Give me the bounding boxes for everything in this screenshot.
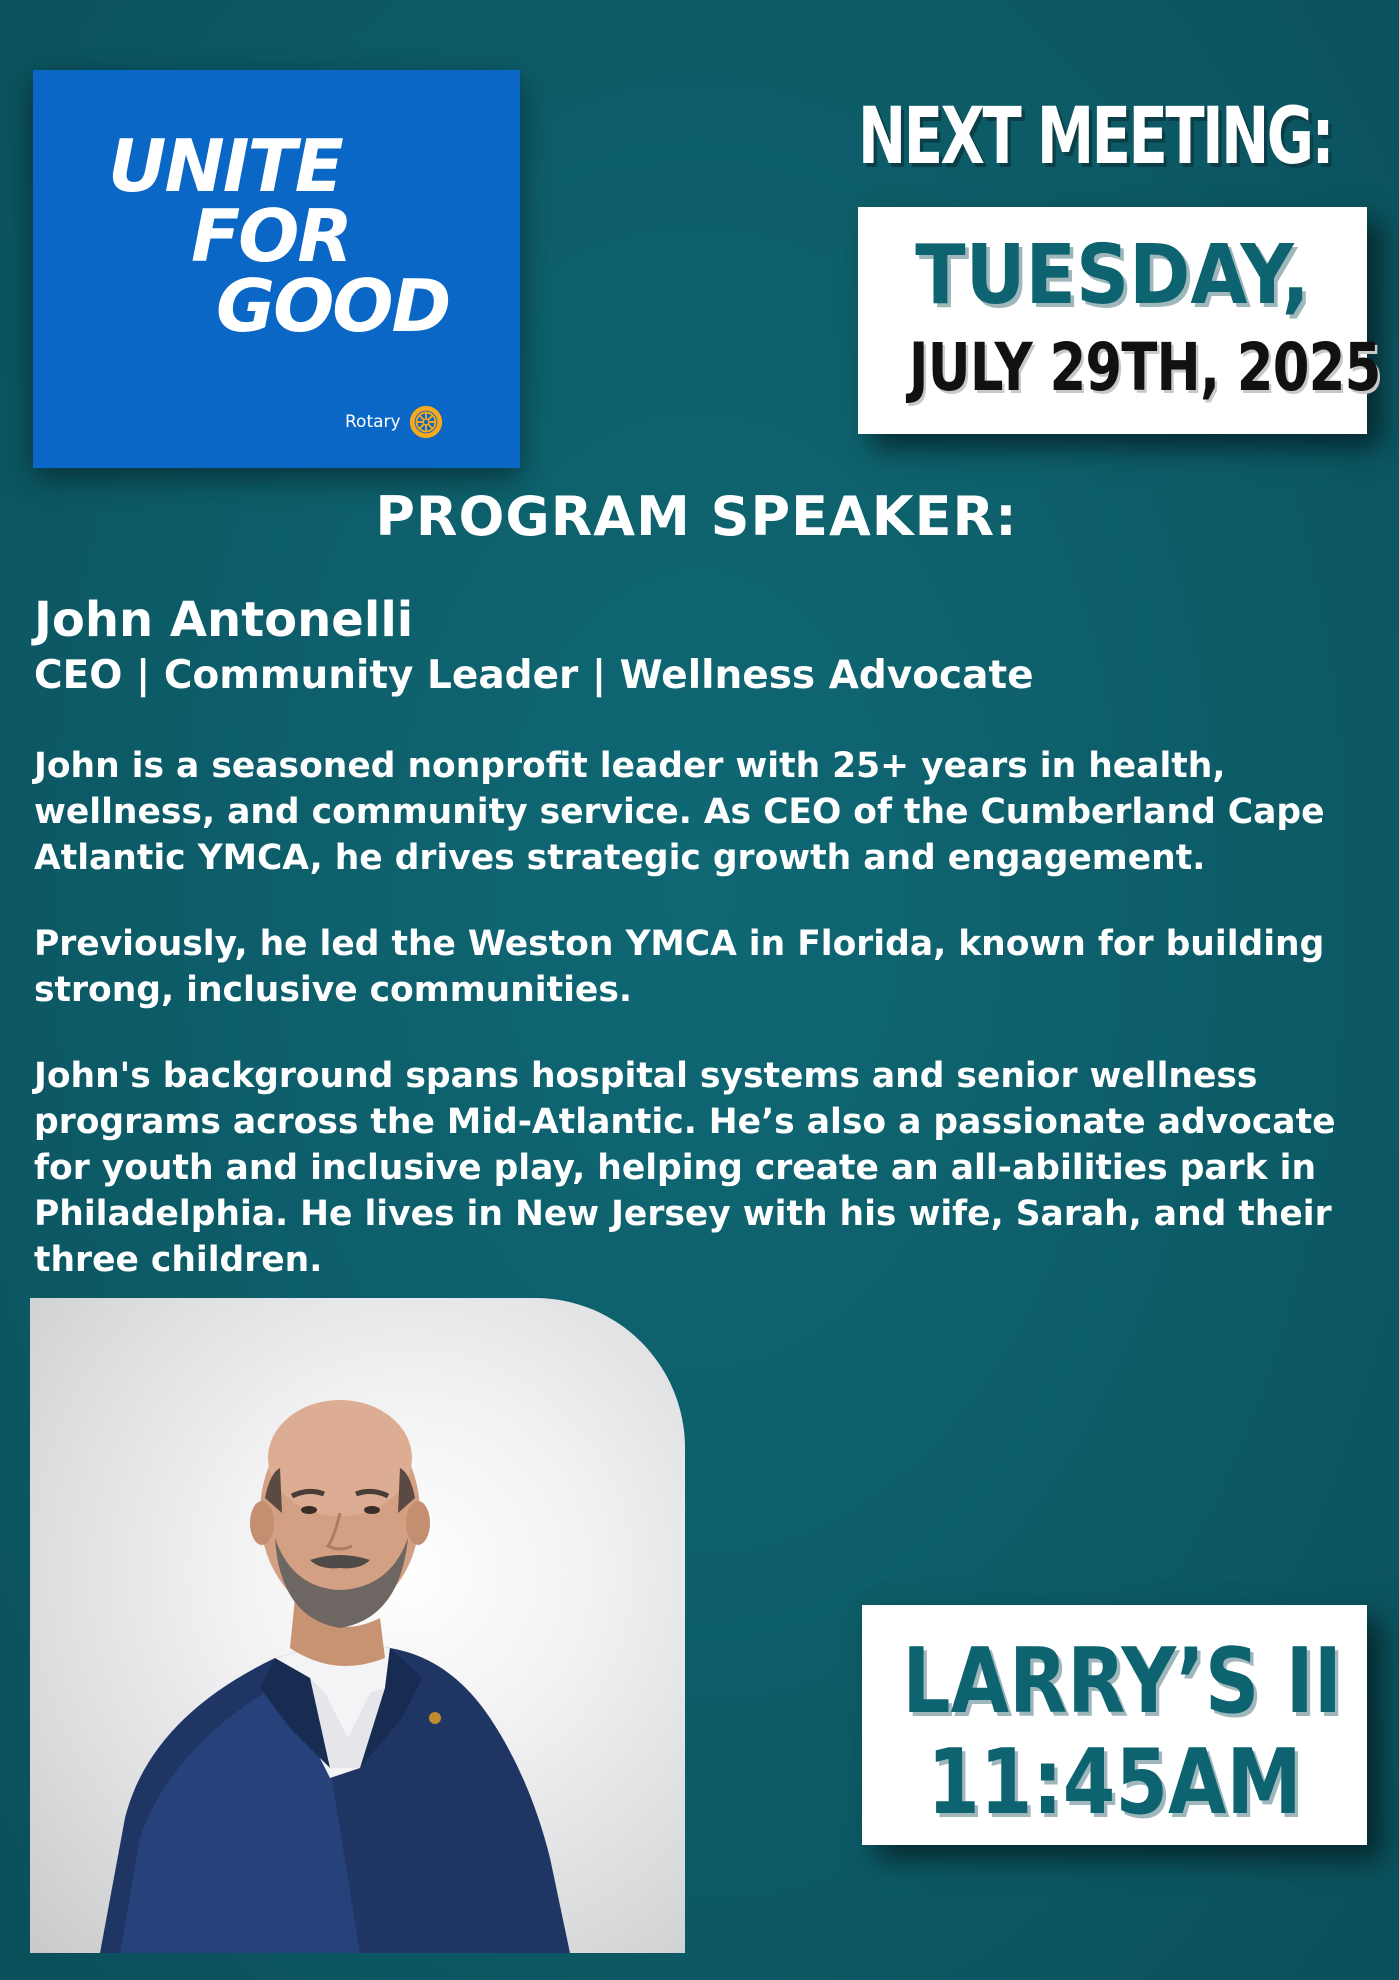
rotary-wheel-icon [407, 403, 445, 441]
meeting-date-box [858, 207, 1381, 434]
speaker-bio-paragraph-2: Previously, he led the Weston YMCA in Florida, known for building strong, inclusive communities. [34, 924, 1325, 1010]
meeting-venue: LARRY’S II [902, 1629, 1342, 1734]
logo-line-3: GOOD [216, 264, 450, 348]
rotary-brand [345, 403, 445, 441]
unite-for-good-logo [33, 70, 520, 468]
program-speaker-heading [0, 485, 1399, 548]
meeting-date: JULY 29TH, 2025 [908, 329, 1381, 406]
logo-line-1: UNITE [108, 124, 342, 208]
next-meeting-heading: NEXT MEETING: [858, 92, 1333, 182]
speaker-photo [30, 1298, 685, 1953]
program-speaker-heading-text: PROGRAM SPEAKER: [375, 485, 1018, 548]
meeting-day: TUESDAY, [915, 228, 1310, 323]
meeting-time: 11:45AM [927, 1730, 1302, 1835]
logo-line-2: FOR [191, 194, 351, 278]
speaker-roles: CEO | Community Leader | Wellness Advocate [34, 653, 1034, 698]
speaker-name: John Antonelli [34, 592, 414, 648]
rotary-label: Rotary [345, 412, 401, 432]
speaker-bio-paragraph-1: John is a seasoned nonprofit leader with 25+ years in health, wellness, and community service. As CEO of the Cumberland Cape Atlantic YMCA, he drives strategic growth and engagement. [34, 746, 1325, 878]
speaker-bio-paragraph-3: John's background spans hospital systems and senior wellness programs across the Mid-Atlantic. He’s also a passionate advocate for youth and inclusive play, helping create an all-abilities park in Philadelphia. He lives in New Jersey with his wife, Sarah, and their three children. [34, 1056, 1336, 1280]
speaker-portrait-illustration [30, 1298, 685, 1953]
meeting-location-box [862, 1605, 1367, 1845]
